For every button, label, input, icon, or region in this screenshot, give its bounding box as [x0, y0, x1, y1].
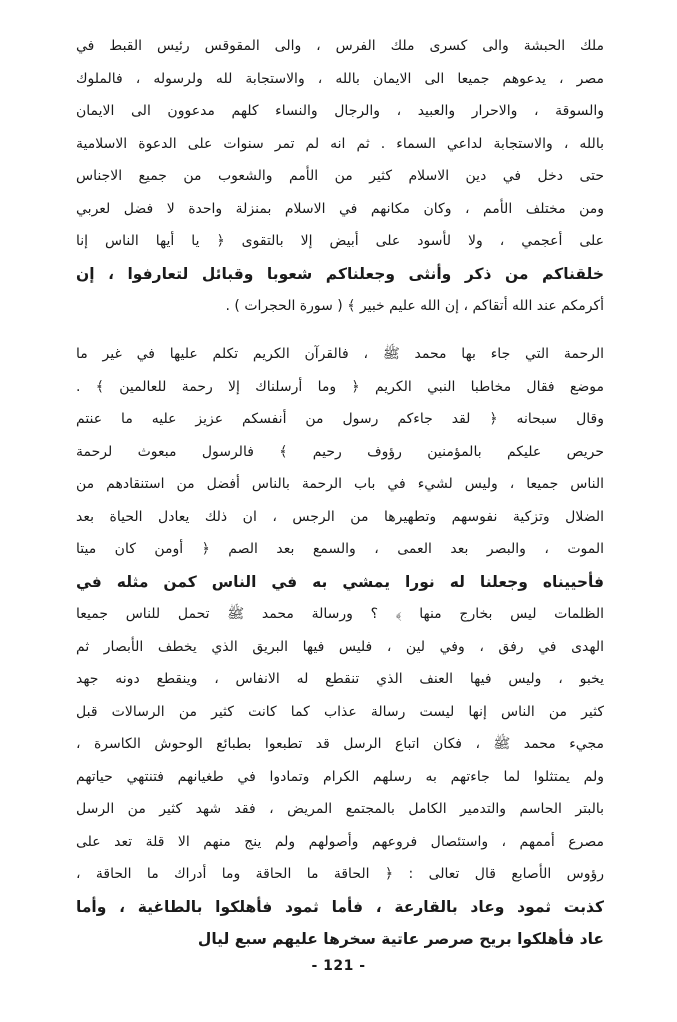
text-line: أكرمكم عند الله أتقاكم ، إن الله عليم خبير ﴾ ( سورة الحجرات ) . [225, 298, 604, 314]
text-line: كثير من الناس إنها ليست رسالة عذاب كما كانت كثير من الرسالات قبل [76, 703, 604, 720]
text-line: كذبت ثمود وعاد بالقارعة ، فأما ثمود فأهلكوا بالطاغية ، وأما [76, 897, 604, 916]
text-line: فأحييناه وجعلنا له نورا يمشي به في الناس كمن مثله في [76, 572, 604, 591]
text-line: حتى دخل في دين الاسلام كثير من الأمم والشعوب من جميع الاجناس [76, 168, 604, 184]
text-line: على أعجمي ، ولا لأسود على أبيض إلا بالتقوى ﴿ يا أيها الناس إنا [76, 233, 604, 249]
text-line: الرحمة التي جاء بها محمد ﷺ ، فالقرآن الكريم تكلم عليها في غير ما [76, 346, 604, 362]
text-line: مجيء محمد ﷺ ، فكان اتباع الرسل قد تطبعوا بطبائع الوحوش الكاسرة ، [76, 736, 604, 752]
text-line: الناس جميعا ، وليس لشيء في باب الرحمة بالناس أفضل من استنقادهم من [76, 476, 604, 492]
paragraph-1 [76, 30, 604, 323]
text-line: رؤوس الأصابع قال تعالى : ﴿ الحاقة ما الحاقة وما أدراك ما الحاقة ، [76, 866, 604, 882]
text-line: بالبتر الحاسم والتدمير الكامل بالمجتمع المريض ، فقد شهد كثير من الرسل [76, 801, 604, 817]
text-line: مصرع أممهم ، واستئصال فروعهم وأصولهم ولم ينج منهم الا قلة تعد على [76, 833, 604, 850]
text-line: عاد فأهلكوا بريح صرصر عاتية سخرها عليهم سبع ليال [197, 930, 604, 948]
text-line: ومن مختلف الأمم ، وكان مكانهم في الاسلام بمنزلة واحدة لا فضل لعربي [76, 200, 604, 217]
text-line: ولم يمتثلوا لما جاءتهم به رسلهم الكرام وتمادوا في طغيانهم فتنتهي حياتهم [76, 768, 604, 785]
text-line: الظلمات ليس بخارج منها ﴾ ؟ ورسالة محمد ﷺ تحمل للناس جميعا [76, 606, 604, 622]
text-line: مصر ، يدعوهم جميعا الى الايمان بالله ، والاستجابة لله ولرسوله ، فالملوك [76, 70, 604, 87]
text-line: يخبو ، وليس فيها العنف الذي تنقطع له الانفاس ، وينقطع دونه جهد [76, 671, 604, 687]
page-number: - 121 - [311, 958, 366, 974]
text-line: خلقناكم من ذكر وأنثى وجعلناكم شعوبا وقبائل لتعارفوا ، إن [76, 264, 604, 283]
text-line: والسوقة ، والاحرار والعبيد ، والرجال والنساء كلهم مدعوون الى الايمان [76, 103, 604, 119]
text-line: وقال سبحانه ﴿ لقد جاءكم رسول من أنفسكم عزيز عليه ما عنتم [76, 411, 604, 427]
text-line: الموت ، والبصر بعد العمى ، والسمع بعد الصم ﴿ أومن كان ميتا [76, 541, 604, 557]
text-line: موضع فقال مخاطبا النبي الكريم ﴿ وما أرسلناك إلا رحمة للعالمين ﴾ . [76, 378, 604, 395]
text-line: الضلال وتزكية نفوسهم وتطهيرها من الرجس ، ان ذلك يعادل الحياة بعد [76, 508, 604, 525]
text-line: حريص عليكم بالمؤمنين رؤوف رحيم ﴾ فالرسول مبعوث لرحمة [76, 443, 604, 460]
text-line: الهدى في رفق ، وفي لين ، فليس فيها البريق الذي يخطف الأبصار ثم [76, 638, 604, 655]
paragraph-2 [76, 338, 604, 956]
text-line: بالله ، والاستجابة لداعي السماء . ثم انه لم تمر سنوات على الدعوة الاسلامية [76, 135, 604, 152]
text-line: ملك الحبشة والى كسرى ملك الفرس ، والى المقوقس رئيس القبط في [76, 38, 604, 54]
